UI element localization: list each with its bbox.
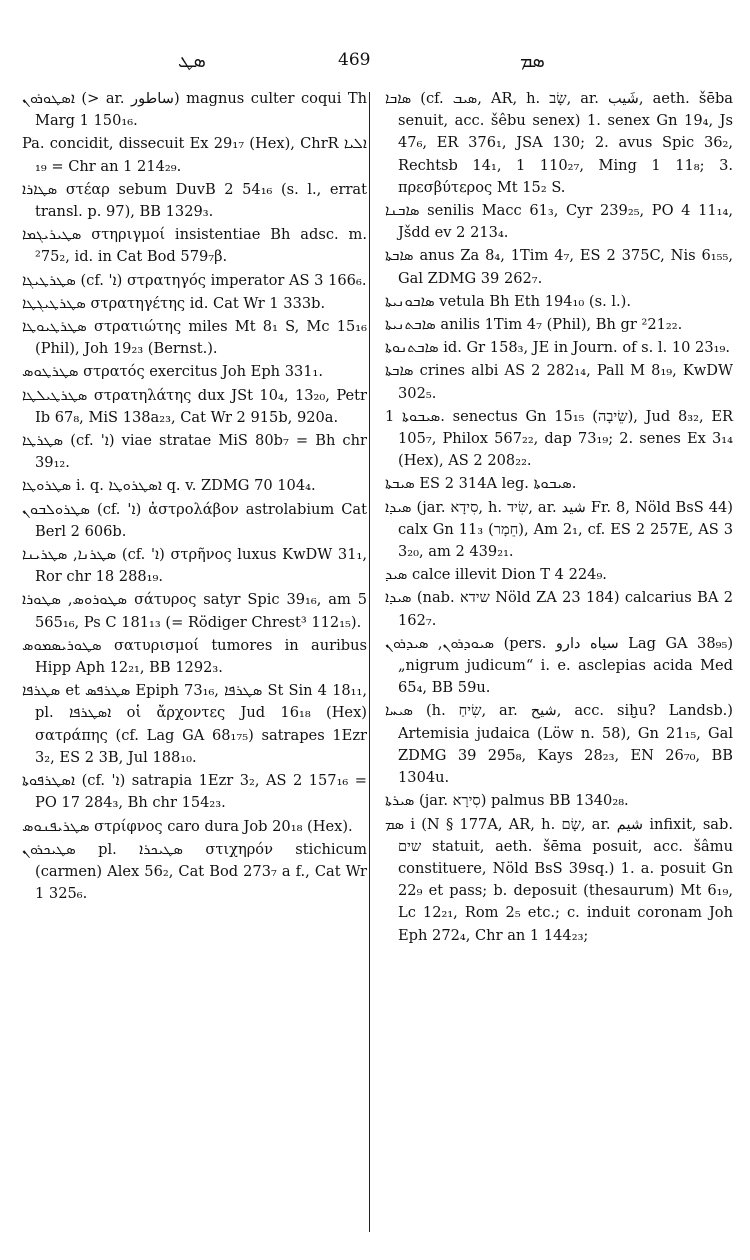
page-number: 469: [338, 50, 371, 70]
entry: ܣܛܪܛܝܓܐ (cf. 'ܐ) στρατηγός imperator AS 3 166₆.: [22, 271, 367, 289]
entry: ܣܐܒܘܢܝܬܐ vetula Bh Eth 194₁₀ (s. l.).: [385, 292, 631, 310]
entry: ܐܣܛܘܪܘܢ (> ar. ساطور) magnus culter coqui Th Marg 1 150₁₆.: [22, 90, 367, 130]
entry: ܣܝܒܘܬܐ 1. senectus Gn 15₁₅ (שֵׂיבָה), Jud 8₃₂, ER 105₇, Philox 567₂₂, dap 73₁₉; 2. senes Ex 3₁₄ (Hex), AS 2 208₂₂.: [385, 407, 733, 470]
entry: ܣܐܒܬܐ anus Za 8₄, 1Tim 4₇, ES 2 375C, Nis 6₁₅₅, Gal ZDMG 39 262₇.: [385, 247, 733, 287]
entry: ܣܝܒܬܐ ES 2 314A leg. ܣܝܒܘܬܐ.: [385, 475, 577, 493]
entry: ܣܛܪܘܠܒܘܢ (cf. 'ܐ) ἀστρολάβον astrolabium Cat Berl 2 606b.: [22, 500, 367, 540]
entry: ܐܣܛܪܦܘܬܐ (cf. 'ܐ) satrapia 1Ezr 3₂, AS 2 157₁₆ = PO 17 284₃, Bh chr 154₂₃.: [22, 772, 367, 812]
entry: ܣܛܪܘܛܐ i. q. ܐܣܛܪܘܛܐ q. v. ZDMG 70 104₄.: [22, 477, 316, 495]
left-column: [22, 88, 367, 906]
entry: ܣܐܒܢܐ senilis Macc 61₃, Cyr 239₂₅, PO 4 11₁₄, Jšdd ev 2 213₄.: [385, 202, 733, 242]
entry: ܣܝܕܐ (jar. סִידָא, h. שִׂיד, ar. شيد Fr. 8, Nöld BsS 44) calx Gn 11₃ (חֵמָר), Am 2₁, cf. ES 2 257E, AS 3 3₂₀, am 2 439₂₁.: [385, 498, 733, 561]
entry: ܣܝܕܐ (nab. שידא Nöld ZA 23 184) calcarius BA 2 162₇.: [385, 589, 733, 629]
entry: ܣܛܪܦܐ et ܣܛܪܦܣ Epiph 73₁₆, ܣܛܪܦܐ St Sin 4 18₁₁, pl. ܐܣܛܪܦܐ οἱ ἄρχοντες Jud 16₁₈ (Hex) σατράπης (cf. Lag GA 68₁₇₅) satrapes 1Ezr 3₂, ES 2 3B, Jul 188₁₀.: [22, 682, 367, 766]
entry: ܣܝܕ calce illevit Dion T 4 224₉.: [385, 566, 607, 584]
entry: ܣܐܒܬܢܘܬܐ id. Gr 158₃, JE in Journ. of s. l. 10 23₁₉.: [385, 339, 730, 357]
entry: ܣܐܒܐ (cf. ܣܝܒ, AR, h. שָׂב, ar. شَيب, aeth. šēba senuit, acc. šêbu senex) 1. senex Gn 19₄, Js 47₆, ER 376₁, JSA 130; 2. avus Spic 36₂, Rechtsb 14₁, 1 110₂₇, Ming 1 11₈; 3. πρεσβύτερος Mt 15₂ S.: [385, 90, 733, 196]
entry: ܣܡ i (N § 177A, AR, h. שָׂם, ar. شيم infixit, sab. שים statuit, aeth. šēma posuit, acc. šâmu constituere, Nöld BsS 39sq.) 1. a. posuit Gn 22₉ et pass; b. deposuit (thesaurum) Mt 6₁₉, Lc 12₂₁, Rom 2₅ etc.; c. induit coronam Joh Eph 272₄, Chr an 1 144₂₃;: [385, 815, 733, 944]
entry: ܣܛܪܛܝܠܛܐ στρατηλάτης dux JSt 10₄, 13₂₀, Petr Ib 67₈, MiS 138a₂₃, Cat Wr 2 915b, 920a.: [22, 386, 367, 426]
entry: ܣܛܪܛܘܣ στρατός exercitus Joh Eph 331₁.: [22, 363, 324, 381]
right-column: [385, 88, 733, 948]
entry: ܣܛܪܝܦܢܘܣ στρίφνος caro dura Job 20₁₈ (Hex).: [22, 817, 353, 835]
entry: ܣܝܚܐ (h. שִׂיחַ, ar. شيح, acc. siḫu? Landsb.) Artemisia judaica (Löw n. 58), Gn 21₁₅, Gal ZDMG 39 295₈, Kays 28₂₃, EN 26₇₀, BB 1304u.: [385, 702, 733, 787]
entry: Pa. concidit, dissecuit Ex 29₁₇ (Hex), ChrR ܐܠܝܐ ₁₉ = Chr an 1 214₂₉.: [22, 135, 367, 175]
entry: ܣܛܘܪܘܣ, ܣܛܘܪܐ σάτυρος satyr Spic 39₁₆, am 5 565₁₆, Ps C 181₁₃ (= Rödiger Chrest³ 112₁₅).: [22, 591, 367, 631]
running-head-left: ܣܛ: [178, 50, 206, 72]
entry: ܣܛܪܛܝܘܛܐ στρατιώτης miles Mt 8₁ S, Mc 15₁₆ (Phil), Joh 19₂₃ (Bernst.).: [22, 318, 367, 358]
entry: ܣܛܘܪܝܣܡܘܣ σατυρισμοί tumores in auribus Hipp Aph 12₂₁, BB 1292₃.: [22, 636, 367, 677]
entry: ܣܛܪܛܝܓܛܐ στρατηγέτης id. Cat Wr 1 333b.: [22, 294, 326, 312]
column-rule: [369, 92, 370, 1232]
entry: ܣܝܪܬܐ (jar. סִירָא) palmus BB 1340₂₈.: [385, 792, 629, 810]
running-head-right: ܣܡ: [520, 50, 545, 72]
entry: ܣܛܝܟܪܘܢ pl. ܣܛܝܟܪܐ στιχηρόν stichicum (carmen) Alex 56₂, Cat Bod 273₇ a f., Cat Wr 1 325₆.: [22, 840, 367, 903]
entry: ܣܛܐܪܐ στέαρ sebum DuvB 2 54₁₆ (s. l., errat transl. p. 97), BB 1329₃.: [22, 180, 367, 221]
entry: ܣܐܒܬܢܝܬܐ anilis 1Tim 4₇ (Phil), Bh gr ²21₂₂.: [385, 316, 683, 334]
entry: ܣܐܒܬܐ crines albi AS 2 282₁₄, Pall M 8₁₉, KwDW 302₅.: [385, 362, 733, 402]
entry: ܣܛܝܪܝܓܡܐ στηριγμοί insistentiae Bh adsc. m. ²75₂, id. in Cat Bod 579₇β.: [22, 226, 367, 266]
entry: ܣܛܪܢܐ, ܣܛܪܝܢܐ (cf. 'ܐ) στρῆνος luxus KwDW 31₁, Ror chr 18 288₁₉.: [22, 546, 367, 586]
entry: ܣܝܘܕܪܘܢ, ܣܝܕܪܘܢ (pers. سیاه دارو Lag GA 38₉₅) „nigrum judicum“ i. e. asclepias acida Med 65₄, BB 59u.: [385, 634, 734, 697]
entry: ܣܛܪܛܐ (cf. 'ܐ) viae stratae MiS 80b₇ = Bh chr 39₁₂.: [22, 432, 367, 472]
